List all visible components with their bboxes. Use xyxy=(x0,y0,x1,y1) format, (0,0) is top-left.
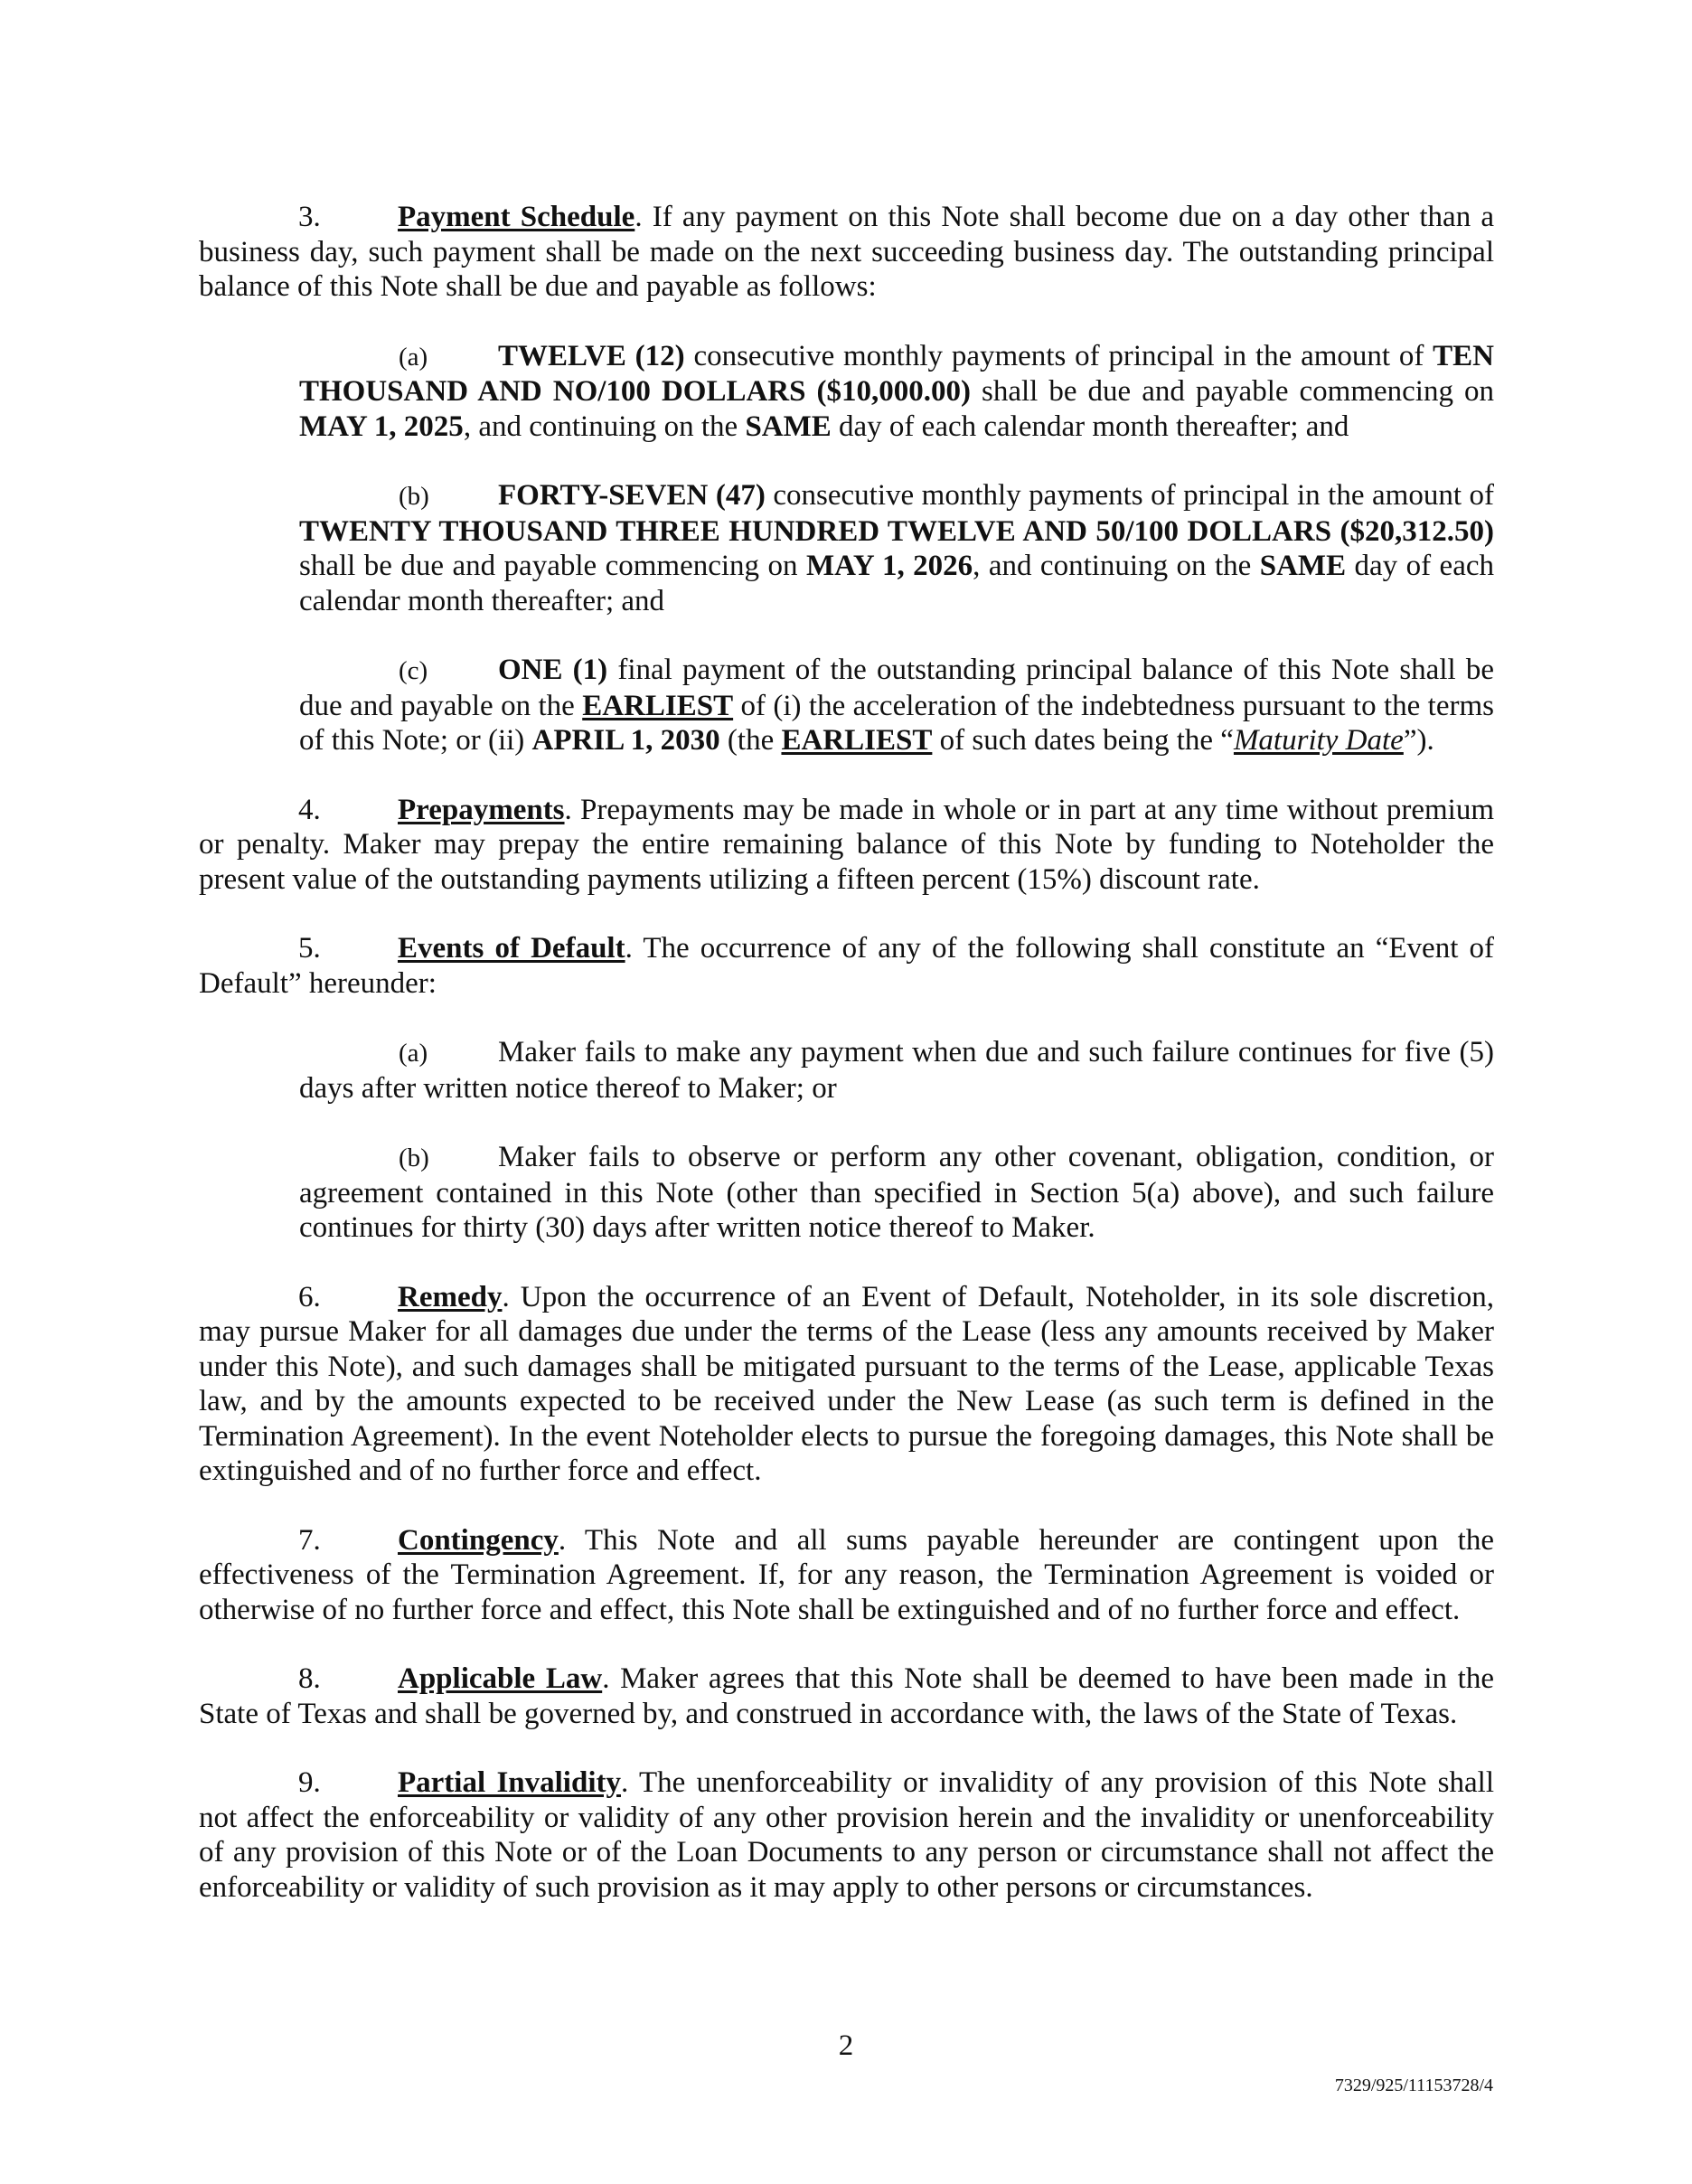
section-text: . Maker agrees that this Note shall be deemed to have been made in the State of Texas and shall be governed by, and construed in accordance with, the laws of the State of Texas. xyxy=(199,1662,1494,1730)
item-text: final payment of the outstanding principal balance of this Note shall be due and payable on the xyxy=(299,654,1494,722)
bold-text: MAY 1, 2026 xyxy=(805,550,973,582)
section-number: 3. xyxy=(298,201,321,233)
section-5-item-a xyxy=(299,1035,1494,1106)
item-label: (b) xyxy=(399,1144,429,1172)
item-label: (c) xyxy=(399,656,428,685)
item-text: day of each calendar month thereafter; and xyxy=(299,550,1494,617)
section-7-contingency xyxy=(199,1523,1494,1628)
section-number: 4. xyxy=(298,793,321,826)
item-label: (b) xyxy=(399,482,429,511)
item-text: , and continuing on the xyxy=(463,410,746,443)
section-number: 5. xyxy=(298,932,321,965)
item-text: , and continuing on the xyxy=(973,550,1260,582)
section-number: 9. xyxy=(298,1766,321,1799)
section-9-partial-invalidity xyxy=(199,1765,1494,1905)
section-3-item-a xyxy=(299,339,1494,445)
bold-text: MAY 1, 2025 xyxy=(299,410,464,443)
section-3-item-c xyxy=(299,653,1494,758)
section-4-prepayments xyxy=(199,793,1494,898)
item-text: (the xyxy=(719,724,782,757)
section-8-applicable-law xyxy=(199,1662,1494,1731)
bold-text: TEN THOUSAND AND NO/100 DOLLARS ($10,000.00) xyxy=(299,339,1495,408)
item-text: ”). xyxy=(1403,724,1434,757)
item-text: Maker fails to make any payment when due and such failure continues for five (5) days after written notice thereof to Maker; or xyxy=(299,1036,1494,1105)
section-heading: Applicable Law xyxy=(398,1662,603,1695)
section-text: . The unenforceability or invalidity of any provision of this Note shall not affect the enforceability or validity of any other provision herein and the invalidity or unenforceability of any provision of this Note or of the Loan Documents to any person or circumstance shall not affect the enforceability or validity of such provision as it may apply to other persons or circumstances. xyxy=(199,1766,1494,1904)
section-5-item-b xyxy=(299,1140,1494,1246)
bold-underline-text: EARLIEST xyxy=(582,689,734,722)
section-text: . This Note and all sums payable hereunder are contingent upon the effectiveness of the Termination Agreement. If, for any reason, the Termination Agreement is voided or otherwise of no further force and effect, this Note shall be extinguished and of no further force and effect. xyxy=(199,1523,1494,1626)
bold-text: TWELVE (12) xyxy=(498,339,685,372)
item-text: day of each calendar month thereafter; and xyxy=(831,410,1349,443)
item-text: of (i) the acceleration of the indebtedness pursuant to the terms of this Note; or (ii) xyxy=(299,689,1495,757)
bold-text: TWENTY THOUSAND THREE HUNDRED TWELVE AND 50/100 DOLLARS ($20,312.50) xyxy=(299,514,1494,548)
item-text: consecutive monthly payments of principal in the amount of xyxy=(684,339,1434,372)
item-text: Maker fails to observe or perform any other covenant, obligation, condition, or agreement contained in this Note (other than specified in Section 5(a) above), and such failure continues for thirty (30) days after written notice thereof to Maker. xyxy=(299,1141,1494,1244)
section-heading: Partial Invalidity xyxy=(398,1766,621,1799)
item-label: (a) xyxy=(399,1039,428,1068)
section-6-remedy xyxy=(199,1280,1494,1489)
bold-text: APRIL 1, 2030 xyxy=(531,724,720,757)
section-3-item-b xyxy=(299,478,1494,618)
bold-underline-text: EARLIEST xyxy=(781,724,933,757)
section-5-events-of-default xyxy=(199,931,1494,1001)
bold-text: ONE (1) xyxy=(498,654,608,686)
section-number: 8. xyxy=(298,1662,321,1695)
defined-term: Maturity Date xyxy=(1233,724,1404,757)
bold-text: FORTY-SEVEN (47) xyxy=(498,479,766,512)
item-text: of such dates being the “ xyxy=(932,724,1234,757)
document-body xyxy=(199,200,1494,1905)
section-heading: Contingency xyxy=(398,1523,559,1557)
section-heading: Prepayments xyxy=(398,793,565,826)
item-label: (a) xyxy=(399,342,428,372)
section-text: . Upon the occurrence of an Event of Default, Noteholder, in its sole discretion, may pursue Maker for all damages due under the terms of the Lease (less any amounts received by Maker under this Note), and such damages shall be mitigated pursuant to the terms of the Lease, applicable Texas law, and by the amounts expected to be received under the New Lease (as such term is defined in the Termination Agreement). In the event Noteholder elects to pursue the foregoing damages, this Note shall be extinguished and of no further force and effect. xyxy=(199,1280,1494,1487)
section-number: 6. xyxy=(298,1280,321,1313)
item-text: shall be due and payable commencing on xyxy=(299,550,806,582)
item-text: consecutive monthly payments of principal in the amount of xyxy=(765,479,1494,512)
section-text: . If any payment on this Note shall become due on a day other than a business day, such payment shall be made on the next succeeding business day. The outstanding principal balance of this Note shall be due and payable as follows: xyxy=(199,201,1494,303)
section-heading: Remedy xyxy=(398,1280,503,1313)
page-number: 2 xyxy=(838,2029,854,2062)
section-3-payment-schedule xyxy=(199,200,1494,305)
section-heading: Events of Default xyxy=(398,932,625,965)
section-heading: Payment Schedule xyxy=(398,201,635,233)
bold-text: SAME xyxy=(745,410,832,443)
item-text: shall be due and payable commencing on xyxy=(971,375,1495,408)
section-text: . The occurrence of any of the following shall constitute an “Event of Default” hereunder: xyxy=(199,932,1494,1000)
section-text: . Prepayments may be made in whole or in part at any time without premium or penalty. Maker may prepay the entire remaining balance of this Note by funding to Noteholder the present value of the outstanding payments utilizing a fifteen percent (15%) discount rate. xyxy=(199,793,1494,896)
section-number: 7. xyxy=(298,1523,321,1557)
bold-text: SAME xyxy=(1259,550,1347,582)
document-id: 7329/925/11153728/4 xyxy=(1334,2076,1493,2095)
